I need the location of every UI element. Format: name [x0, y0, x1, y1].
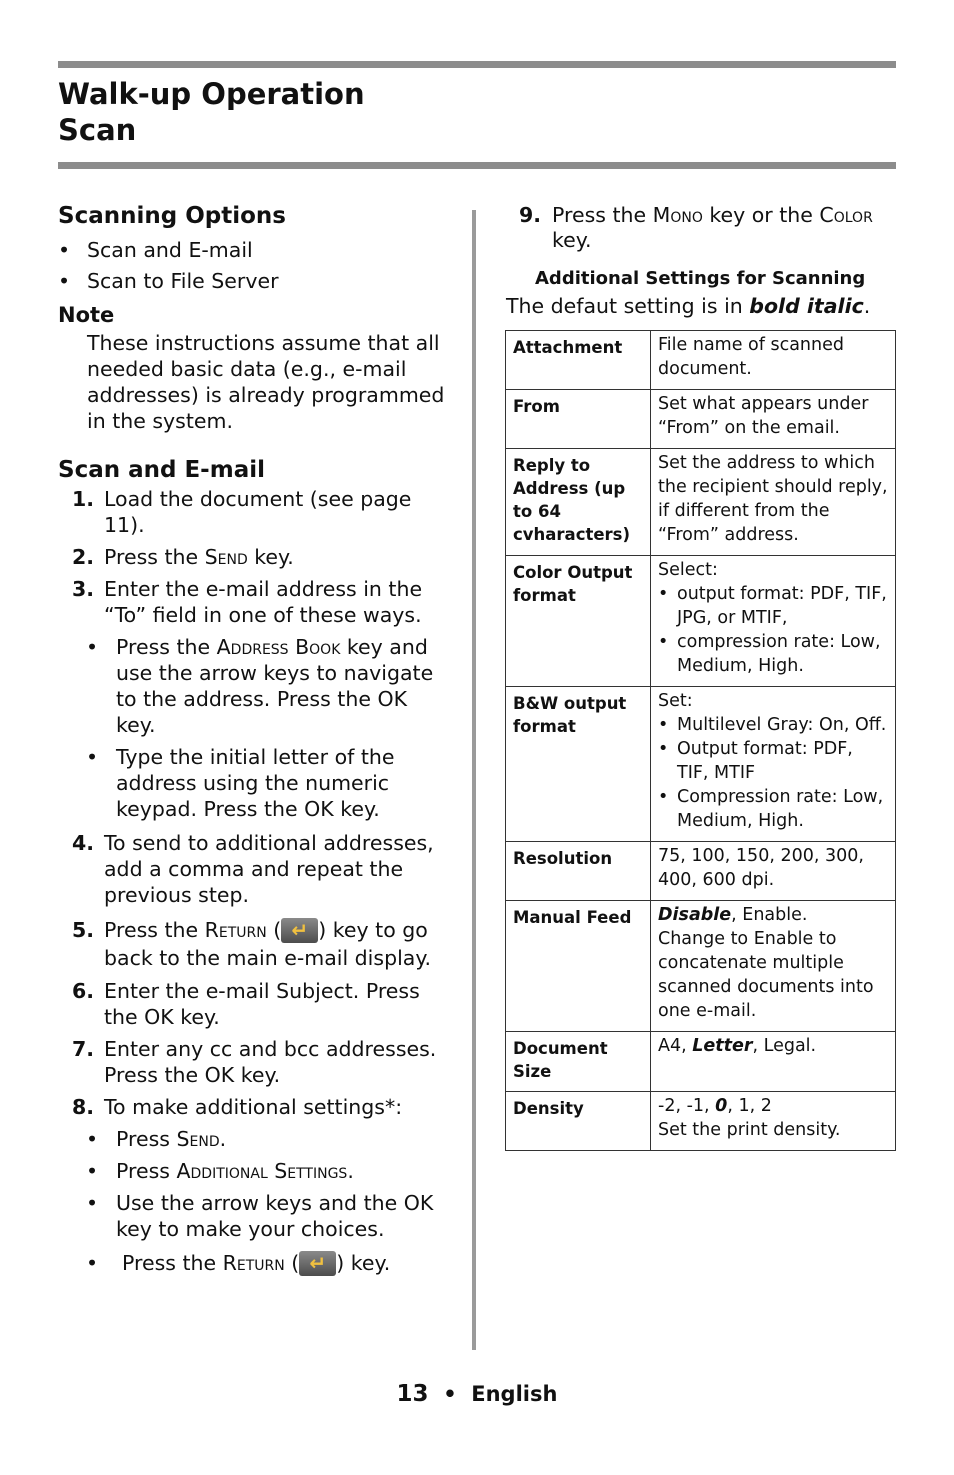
address-book-key-label: Address Book — [216, 635, 341, 659]
step-4: 4. To send to additional addresses, add a comma and repeat the previous step. — [72, 831, 434, 907]
return-key-label: Return — [204, 918, 267, 942]
title-line-2: Scan — [58, 113, 137, 147]
return-key-icon — [299, 1251, 336, 1276]
additional-settings-heading: Additional Settings for Scanning — [535, 268, 866, 289]
option-item: • Scan to File Server — [58, 269, 279, 293]
step-8: 8. To make additional settings*: — [72, 1095, 403, 1119]
table-row: Attachment File name of scanned document. — [506, 331, 896, 390]
page-number: 13 — [396, 1381, 429, 1407]
table-row: Manual Feed Disable, Enable. Change to Enable to concatenate multiple scanned documents into one e-mail. — [506, 901, 896, 1032]
step-9: 9. Press the Mono key or the Color key. — [519, 203, 873, 252]
step-5: 5. Press the Return (↵ ) key to go back to the main e-mail display. — [58, 916, 453, 972]
default-setting-note: The defaut setting is in bold italic. — [506, 294, 871, 318]
settings-table — [505, 330, 896, 1151]
note-heading: Note — [58, 303, 115, 327]
color-key-label: Color — [819, 203, 873, 227]
step-7: 7. Enter any cc and bcc addresses. Press the OK key. — [72, 1037, 437, 1087]
table-row: From Set what appears under “From” on the email. — [506, 390, 896, 449]
step-8-bullet: • Use the arrow keys and the OK key to make your choices. — [86, 1191, 434, 1241]
step-8-bullet: • Press the Return (↵ ) key. — [58, 1250, 453, 1276]
footer-separator: • — [443, 1382, 457, 1406]
return-key-icon — [281, 918, 318, 943]
mono-key-label: Mono — [652, 203, 703, 227]
header-rule-bottom — [58, 162, 896, 169]
table-row: Document Size A4, Letter, Legal. — [506, 1032, 896, 1092]
table-row: Density -2, -1, 0, 1, 2 Set the print density. — [506, 1092, 896, 1151]
scanning-options-heading: Scanning Options — [58, 203, 286, 229]
step-8-bullet: • Press Send. — [86, 1127, 227, 1151]
page-title — [58, 76, 365, 148]
page-footer — [0, 1380, 954, 1408]
footer-language: English — [471, 1382, 558, 1406]
step-3: 3. Enter the e-mail address in the “To” field in one of these ways. — [72, 577, 423, 627]
option-item: • Scan and E-mail — [58, 238, 253, 262]
table-row: Color Output format Select: • output format: PDF, TIF, JPG, or MTIF, • compression rate: Low, Medium, High. — [506, 556, 896, 687]
column-divider — [472, 210, 476, 1350]
table-row: Reply to Address (up to 64 cvharacters) Set the address to which the recipient should reply, if different from the “From” address. — [506, 449, 896, 556]
step-3-bullet: • Type the initial letter of the address using the numeric keypad. Press the OK key. — [86, 745, 395, 821]
left-column — [58, 200, 453, 1276]
step-6: 6. Enter the e-mail Subject. Press the OK key. — [72, 979, 420, 1029]
right-column — [505, 203, 897, 319]
step-1: 1. Load the document (see page 11). — [72, 487, 412, 537]
table-row: B&W output format Set: • Multilevel Gray: On, Off. • Output format: PDF, TIF, MTIF • Compression rate: Low, Medium, High. — [506, 687, 896, 842]
table-row: Resolution 75, 100, 150, 200, 300, 400, 600 dpi. — [506, 842, 896, 901]
step-2: 2. Press the Send key. — [72, 545, 294, 569]
send-key-label: Send — [204, 545, 248, 569]
step-8-bullet: • Press Additional Settings. — [86, 1159, 354, 1183]
note-text: These instructions assume that all needed basic data (e.g., e-mail addresses) is already programmed in the system. — [87, 331, 445, 433]
title-line-1: Walk-up Operation — [58, 77, 365, 111]
scan-email-heading: Scan and E-mail — [58, 457, 265, 483]
header-rule-top — [58, 61, 896, 68]
step-3-bullet: • Press the Address Book key and use the arrow keys to navigate to the address. Press the OK key. — [86, 635, 434, 737]
